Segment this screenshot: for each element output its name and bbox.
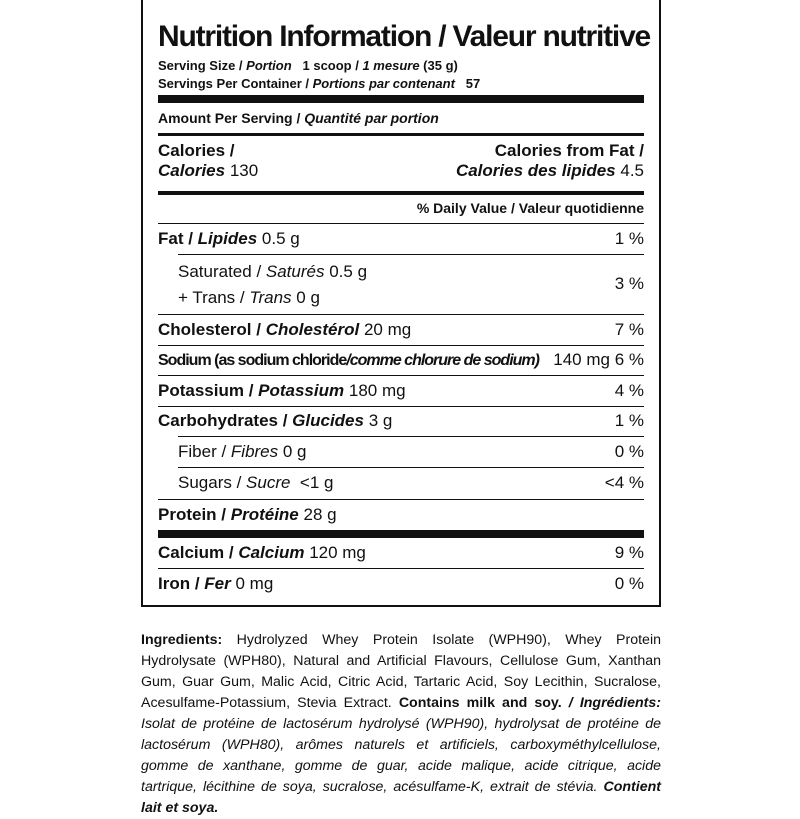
calories-fat-label-fr: Calories des lipides xyxy=(455,161,616,180)
contains-fr: Contient lait et soya. xyxy=(141,779,661,816)
divider-thin xyxy=(158,345,644,346)
panel-title: Nutrition Information / Valeur nutritive xyxy=(158,20,651,53)
iron-row: Iron / Fer 0 mg 0 % xyxy=(158,574,644,593)
divider-medium xyxy=(158,133,644,136)
divider-thin xyxy=(158,375,644,376)
protein-row: Protein / Protéine 28 g xyxy=(158,505,337,524)
divider-thin xyxy=(158,223,644,224)
sodium-row: Sodium (as sodium chloride/comme chlorure de sodium) 140 mg 6 % xyxy=(158,350,644,369)
ingredients-block xyxy=(141,630,661,819)
sugars-row: Sugars / Sucre <1 g <4 % xyxy=(178,473,644,492)
ingredients-text-en: Hydrolyzed Whey Protein Isolate (WPH90), Whey Protein Hydrolysate (WPH80), Natural and Artificial Flavours, Cellulose Gum, Xanthan Gum, Guar Gum, Malic Acid, Citric Acid, Tartaric Acid, Soy Lecithin, Sucralose, Acesulfame-Potassium, Stevia Extract. xyxy=(141,632,661,711)
servings-per-container: Servings Per Container / Portions par contenant 57 xyxy=(158,76,481,91)
calories-label-fr: Calories xyxy=(158,161,226,180)
divider-thin xyxy=(178,467,644,468)
divider-thick xyxy=(158,95,644,103)
carbohydrates-row: Carbohydrates / Glucides 3 g 1 % xyxy=(158,411,644,430)
divider-thin xyxy=(158,568,644,569)
fiber-row: Fiber / Fibres 0 g 0 % xyxy=(178,442,644,461)
cholesterol-row: Cholesterol / Cholestérol 20 mg 7 % xyxy=(158,320,644,339)
trans-row: + Trans / Trans 0 g xyxy=(178,288,320,307)
divider-thin xyxy=(158,499,644,500)
potassium-row: Potassium / Potassium 180 mg 4 % xyxy=(158,381,644,400)
calories-fat-value: 4.5 xyxy=(620,161,644,180)
serving-size: Serving Size / Portion 1 scoop / 1 mesure (35 g) xyxy=(158,58,458,73)
calcium-row: Calcium / Calcium 120 mg 9 % xyxy=(158,543,644,562)
ingredients-label-fr: / Ingrédients: xyxy=(561,695,662,711)
calories-value: 130 xyxy=(229,161,259,180)
nutrition-facts-panel: Nutrition Information / Valeur nutritive Serving Size / Portion 1 scoop / 1 mesure (35 g) Servings Per Container / Portions par contenant 57 Amount Per Serving / Quantité par portion Calories / Calories 130 Calories from Fat / Calories des lipides 4.5 % Daily Value / Valeur quotidienne Fat / Lipides 0.5 g 1 % Saturated / Saturés 0.5 g + Trans / Trans 0 g 3 % Cholesterol / Cholestérol 20 mg 7 % Sodium (as sodium chloride/comme chlorure de sodium) 140 mg 6 % Potassium / Potassium 180 mg 4 % Carbohydrates / Glucides 3 g 1 % Fiber / Fibres 0 g 0 % Sugars / Sucre <1 g <4 % Protein / Protéine 28 g Calcium / Calcium 120 mg 9 % Iron / Fer 0 mg 0 % xyxy=(141,0,661,607)
contains-en: Contains milk and soy. xyxy=(398,695,562,711)
calories-label-en: Calories / xyxy=(158,141,235,160)
divider-thin xyxy=(158,314,644,315)
divider-thin xyxy=(178,254,644,255)
saturated-row: Saturated / Saturés 0.5 g xyxy=(178,262,368,281)
amount-per-serving: Amount Per Serving / Quantité par portion xyxy=(158,110,439,126)
divider-thin xyxy=(158,406,644,407)
ingredients-label-en: Ingredients: xyxy=(141,632,223,648)
divider-thick xyxy=(158,530,644,538)
ingredients-text-fr: Isolat de protéine de lactosérum hydrolysé (WPH90), hydrolysat de protéine de lactosérum (WPH80), arômes naturels et artificiels, carboxyméthylcellulose, gomme de xanthane, gomme de guar, acide malique, acide citrique, acide tartrique, lécithine de soya, sucralose, acésulfame-K, extrait de stévia. xyxy=(141,716,661,795)
calories-row xyxy=(158,141,644,181)
divider-thin xyxy=(178,436,644,437)
fat-row: Fat / Lipides 0.5 g 1 % xyxy=(158,229,644,248)
divider-medium xyxy=(158,191,644,195)
calories-fat-label-en: Calories from Fat / xyxy=(494,141,644,160)
